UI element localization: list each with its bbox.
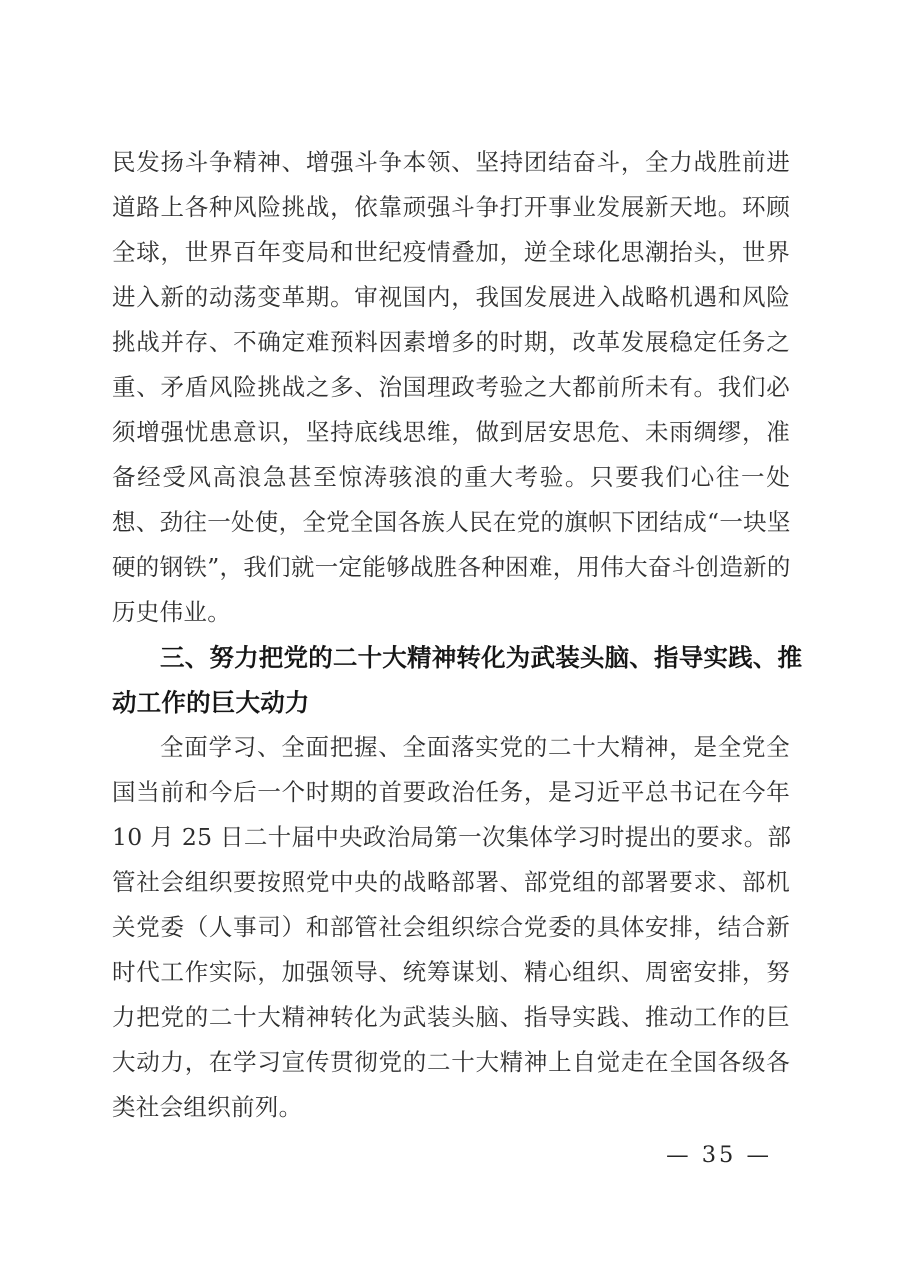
section-heading	[112, 635, 803, 725]
paragraph-2	[112, 725, 790, 1130]
text-line: 进入新的动荡变革期。审视国内，我国发展进入战略机遇和风险	[112, 283, 790, 311]
page-number: — 35 —	[666, 1142, 772, 1168]
text-line: 须增强忧患意识，坚持底线思维，做到居安思危、未雨绸缪，准	[112, 418, 790, 446]
text-line: 力把党的二十大精神转化为武装头脑、指导实践、推动工作的巨	[112, 1003, 790, 1031]
page-footer	[666, 1140, 772, 1170]
page-content	[112, 140, 803, 1130]
text-line: 国当前和今后一个时期的首要政治任务，是习近平总书记在今年	[112, 778, 790, 806]
text-line: 时代工作实际，加强领导、统筹谋划、精心组织、周密安排，努	[112, 958, 790, 986]
text-line: 挑战并存、不确定难预料因素增多的时期，改革发展稳定任务之	[112, 328, 790, 356]
text-line: 重、矛盾风险挑战之多、治国理政考验之大都前所未有。我们必	[112, 373, 790, 401]
paragraph-1	[112, 140, 790, 635]
text-line: 全球，世界百年变局和世纪疫情叠加，逆全球化思潮抬头，世界	[112, 238, 790, 266]
text-line: 备经受风高浪急甚至惊涛骇浪的重大考验。只要我们心往一处	[112, 463, 790, 491]
text-line: 大动力，在学习宣传贯彻党的二十大精神上自觉走在全国各级各	[112, 1048, 790, 1076]
text-line: 民发扬斗争精神、增强斗争本领、坚持团结奋斗，全力战胜前进	[112, 148, 790, 176]
text-line: 硬的钢铁”，我们就一定能够战胜各种困难，用伟大奋斗创造新的	[112, 553, 791, 581]
text-line: 历史伟业。	[112, 598, 231, 626]
text-line: 全面学习、全面把握、全面落实党的二十大精神，是全党全	[160, 733, 790, 761]
text-line: 类社会组织前列。	[112, 1093, 303, 1121]
text-line: 道路上各种风险挑战，依靠顽强斗争打开事业发展新天地。环顾	[112, 193, 790, 221]
text-line: 管社会组织要按照党中央的战略部署、部党组的部署要求、部机	[112, 868, 790, 896]
heading-line: 三、努力把党的二十大精神转化为武装头脑、指导实践、推	[160, 643, 803, 672]
text-line: 关党委（人事司）和部管社会组织综合党委的具体安排，结合新	[112, 913, 790, 941]
text-line: 想、劲往一处使，全党全国各族人民在党的旗帜下团结成“一块坚	[112, 508, 791, 536]
text-line: 10 月 25 日二十届中央政治局第一次集体学习时提出的要求。部	[112, 823, 792, 851]
heading-line: 动工作的巨大动力	[112, 688, 310, 717]
